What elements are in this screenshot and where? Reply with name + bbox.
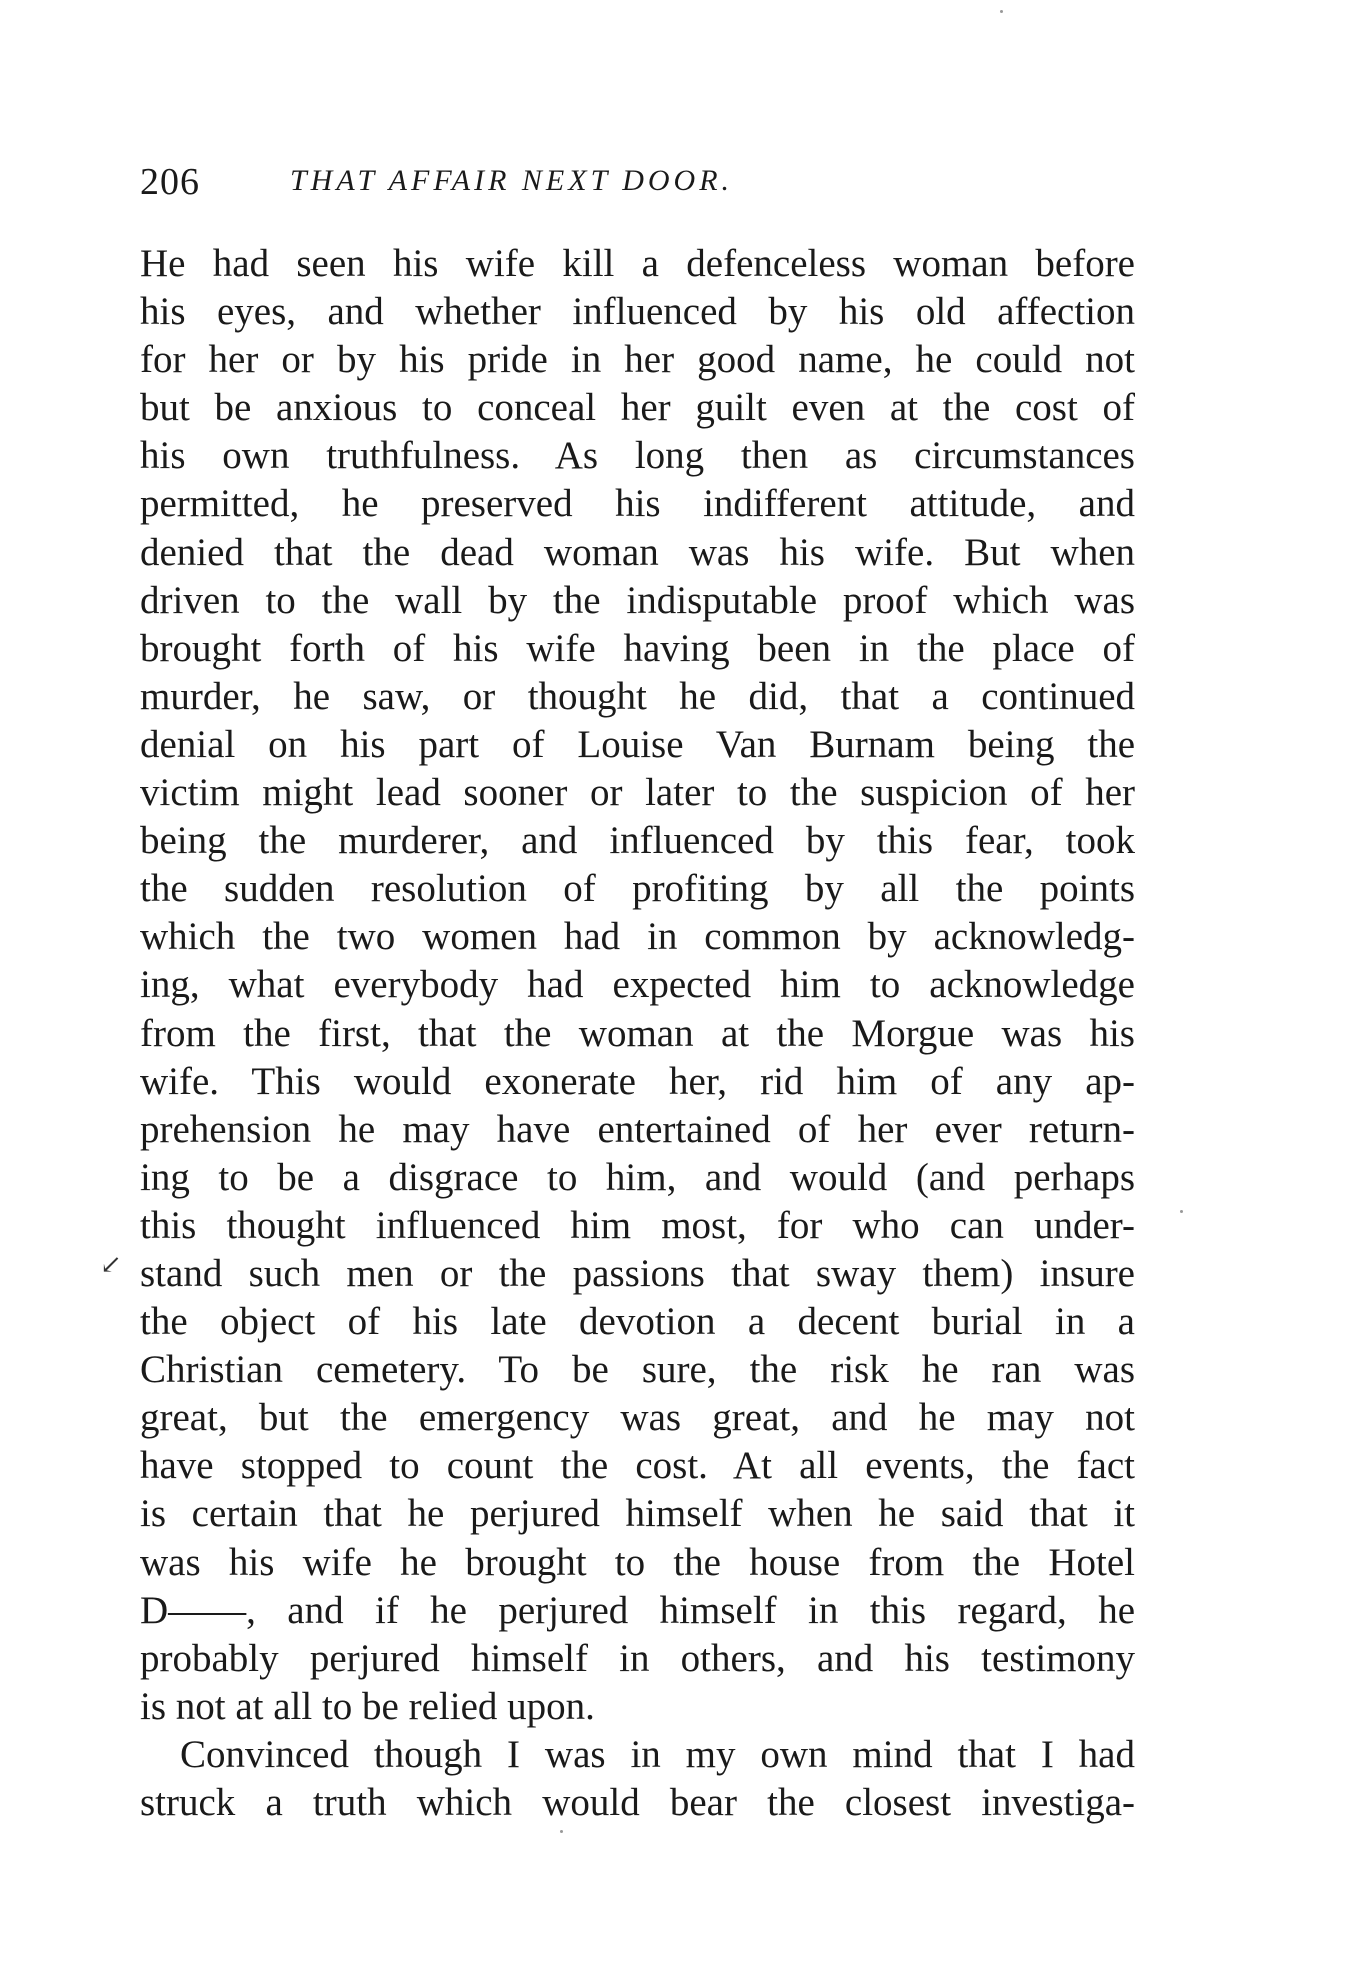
text-line: ing, what everybody had expected him to acknowledge bbox=[140, 963, 1135, 1007]
text-line: denial on his part of Louise Van Burnam being the bbox=[140, 722, 1135, 766]
text-line: this thought influenced him most, for who can under- bbox=[140, 1203, 1135, 1247]
text-line: is not at all to be relied upon. bbox=[140, 1684, 595, 1728]
page-header bbox=[140, 160, 1140, 210]
text-line: He had seen his wife kill a defenceless woman before bbox=[140, 242, 1135, 285]
text-line: from the first, that the woman at the Morgue was his bbox=[140, 1011, 1135, 1055]
text-line: struck a truth which would bear the closest investiga- bbox=[140, 1781, 1135, 1824]
text-line: D——, and if he perjured himself in this regard, he bbox=[140, 1588, 1135, 1632]
text-line: ing to be a disgrace to him, and would (and perhaps bbox=[140, 1155, 1135, 1199]
paper-speck bbox=[560, 1830, 563, 1833]
text-line: prehension he may have entertained of her ever return- bbox=[140, 1107, 1135, 1151]
text-line: stand such men or the passions that sway them) insure bbox=[140, 1251, 1135, 1295]
text-line: was his wife he brought to the house from the Hotel bbox=[140, 1540, 1135, 1584]
text-line: which the two women had in common by acknowledg- bbox=[140, 915, 1135, 959]
page-number: 206 bbox=[140, 161, 200, 203]
text-line: brought forth of his wife having been in the place of bbox=[140, 626, 1135, 670]
paper-speck bbox=[1000, 10, 1003, 13]
paragraph-2 bbox=[140, 1731, 1135, 1827]
text-line: his own truthfulness. As long then as circumstances bbox=[140, 434, 1135, 478]
text-line: great, but the emergency was great, and he may not bbox=[140, 1396, 1135, 1440]
text-line: have stopped to count the cost. At all events, the fact bbox=[140, 1444, 1135, 1488]
text-line: Christian cemetery. To be sure, the risk he ran was bbox=[140, 1348, 1135, 1392]
text-line: for her or by his pride in her good name, he could not bbox=[140, 338, 1135, 382]
text-line: permitted, he preserved his indifferent attitude, and bbox=[140, 482, 1135, 526]
text-line: wife. This would exonerate her, rid him of any ap- bbox=[140, 1059, 1135, 1103]
text-line: driven to the wall by the indisputable proof which was bbox=[140, 578, 1135, 622]
text-line: is certain that he perjured himself when he said that it bbox=[140, 1492, 1135, 1536]
page-body bbox=[140, 240, 1135, 1827]
text-line: murder, he saw, or thought he did, that a continued bbox=[140, 674, 1135, 718]
text-line: Convinced though I was in my own mind that I had bbox=[180, 1732, 1135, 1776]
text-line: the object of his late devotion a decent burial in a bbox=[140, 1300, 1135, 1344]
text-line: victim might lead sooner or later to the suspicion of her bbox=[140, 771, 1135, 815]
text-line: being the murderer, and influenced by this fear, took bbox=[140, 819, 1135, 863]
running-title: THAT AFFAIR NEXT DOOR. bbox=[290, 164, 734, 197]
text-line: his eyes, and whether influenced by his old affection bbox=[140, 290, 1135, 334]
paper-speck bbox=[1180, 1210, 1183, 1213]
margin-mark: ↙ bbox=[100, 1250, 122, 1279]
text-line: but be anxious to conceal her guilt even at the cost of bbox=[140, 386, 1135, 430]
paragraph-1 bbox=[140, 240, 1135, 1731]
text-line: probably perjured himself in others, and his testimony bbox=[140, 1636, 1135, 1680]
text-line: denied that the dead woman was his wife. But when bbox=[140, 530, 1135, 574]
text-line: the sudden resolution of profiting by all the points bbox=[140, 867, 1135, 911]
